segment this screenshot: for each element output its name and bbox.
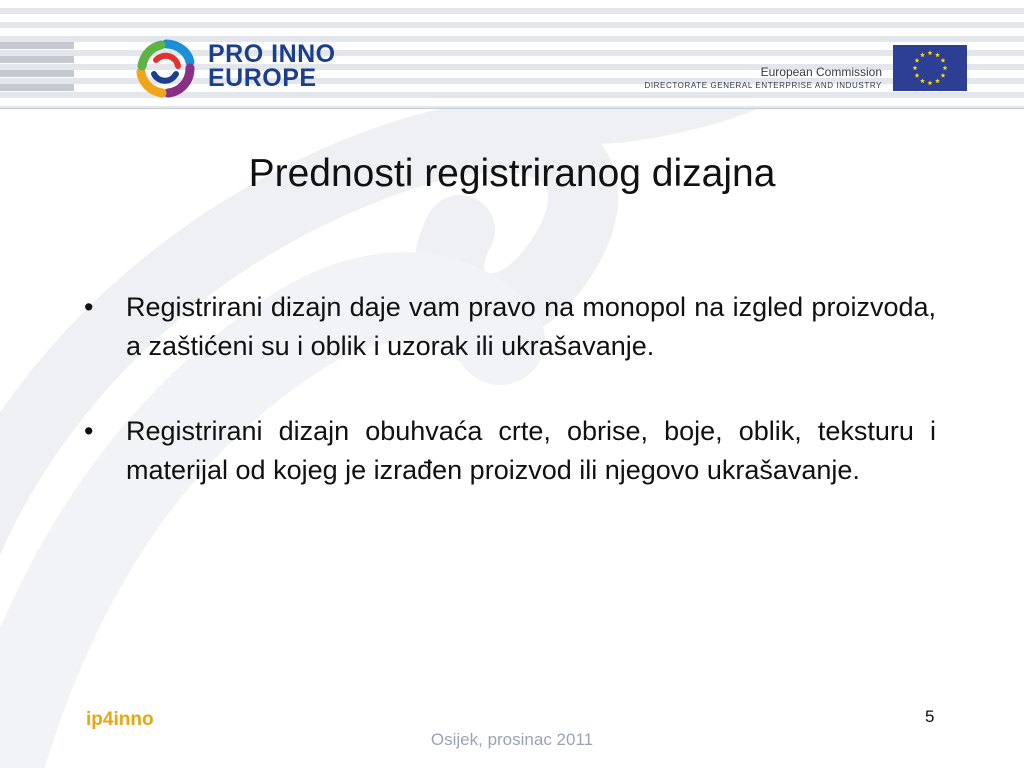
pro-inno-europe-ring-icon [134, 38, 198, 98]
bullet-item [84, 412, 936, 490]
bullet-text: Registrirani dizajn daje vam pravo na monopol na izgled proizvoda, a zaštićeni su i oblik i uzorak ili ukrašavanje. [126, 292, 936, 361]
european-commission-label [644, 64, 882, 92]
logo-line-2: EUROPE [208, 64, 317, 92]
logo-wordmark [208, 42, 336, 90]
page-number: 5 [925, 707, 935, 726]
bullet-text: Registrirani dizajn obuhvaća crte, obrise, boje, oblik, teksturu i materijal od kojeg je izrađen proizvod ili njegovo ukrašavanje. [126, 416, 936, 485]
bullet-item [84, 288, 936, 366]
footer-brand: ip4inno [86, 709, 154, 730]
ec-name: European Commission [760, 65, 882, 79]
bullet-marker: • [84, 416, 94, 446]
slide-title: Prednosti registriranog dizajna [248, 152, 776, 195]
logo-line-1: PRO INNO [208, 40, 336, 68]
footer-location-date: Osijek, prosinac 2011 [430, 730, 594, 749]
bullet-list [84, 288, 936, 536]
header-band [0, 0, 1024, 109]
bullet-marker: • [84, 292, 94, 322]
eu-flag-icon [893, 45, 967, 91]
ec-directorate: DIRECTORATE GENERAL ENTERPRISE AND INDUSTRY [644, 81, 882, 90]
header-stripes [0, 42, 74, 92]
